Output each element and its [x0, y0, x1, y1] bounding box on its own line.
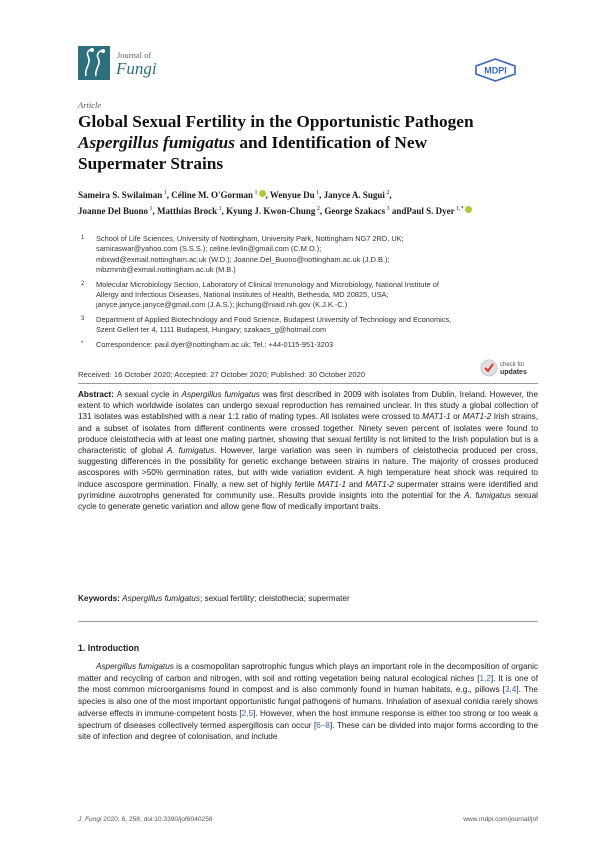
footer-journal-url[interactable]: www.mdpi.com/journal/jof — [463, 816, 538, 823]
abstract-label: Abstract: — [78, 390, 117, 399]
affiliation-3 — [96, 315, 536, 336]
orcid-icon[interactable] — [465, 206, 472, 213]
footer-journal: J. Fungi — [78, 816, 102, 823]
italic-term: Aspergillus fumigatus — [181, 390, 260, 399]
author[interactable] — [324, 190, 390, 200]
affiliation-line: Molecular Microbiology Section, Laboratory of Clinical Immunology and Microbiology, National Institute of — [96, 279, 439, 289]
author-separator: , — [221, 206, 227, 216]
citation-link[interactable]: 2,5 — [241, 708, 253, 718]
footer-citation — [78, 816, 213, 823]
italic-term: A. fumigatus — [166, 446, 215, 456]
author-affiliation-marker: 2 — [315, 206, 320, 212]
author-list — [78, 186, 478, 218]
affiliation-line: Department of Applied Biotechnology and Food Science, Budapest University of Technology and Economics, — [96, 314, 452, 324]
author[interactable] — [226, 206, 320, 216]
author[interactable] — [78, 190, 167, 200]
keywords-rest: ; sexual fertility; cleistothecia; supermater — [199, 594, 350, 603]
footer-citation-rest: 2020, 6, 258; doi:10.3390/jof6040258 — [101, 816, 213, 823]
author-affiliation-marker: 1 — [148, 206, 153, 212]
affiliation-line: mbzmmb@exmail.nottingham.ac.uk (M.B.) — [96, 265, 236, 275]
publication-dates: Received: 16 October 2020; Accepted: 27 October 2020; Published: 30 October 2020 — [78, 370, 366, 379]
citation-link[interactable]: 1,2 — [479, 673, 491, 683]
author-affiliation-marker: 3 — [385, 206, 390, 212]
affiliation-line: Allergy and Infectious Diseases, National Institutes of Health, Bethesda, MD 20825, USA; — [96, 290, 389, 299]
affiliation-line: School of Life Sciences, University of Nottingham, University Park, Nottingham NG7 2RD, UK; — [96, 234, 404, 243]
author-separator: and — [389, 206, 407, 216]
author[interactable] — [324, 206, 389, 216]
author-separator: , — [265, 190, 270, 200]
italic-term: MAT1-2 — [365, 479, 394, 489]
check-updates-line2: updates — [500, 369, 527, 376]
mdpi-logo-text: MDPI — [484, 65, 507, 76]
italic-term: Aspergillus fumigatus — [96, 662, 174, 671]
author-affiliation-marker: 1 — [314, 190, 320, 196]
orcid-icon[interactable] — [259, 190, 266, 197]
mdpi-logo-icon — [474, 58, 517, 82]
journal-logo-icon — [78, 46, 110, 80]
title-line-3: Supermater Strains — [78, 154, 224, 173]
author[interactable] — [157, 206, 222, 216]
author-separator: , — [389, 190, 392, 200]
affiliation-number: 2 — [81, 280, 85, 287]
italic-term: MAT1-1 — [317, 479, 347, 489]
check-for-updates-icon[interactable] — [480, 357, 530, 379]
affiliation-1 — [96, 234, 536, 276]
author-name[interactable]: Céline M. O'Gorman — [171, 190, 254, 200]
author-name[interactable]: George Szakacs — [324, 206, 386, 216]
italic-term: MAT1-2 — [462, 412, 492, 422]
divider-top — [78, 383, 538, 384]
affiliation-number: 3 — [81, 315, 85, 322]
author-name[interactable]: Sameira S. Swilaiman — [78, 190, 163, 200]
article-title — [78, 111, 538, 174]
title-species: Aspergillus fumigatus — [78, 133, 236, 152]
section-heading-introduction: 1. Introduction — [78, 643, 140, 653]
author[interactable] — [171, 190, 265, 200]
author-affiliation-marker: 2 — [384, 190, 390, 196]
affiliation-line: Correspondence: paul.dyer@nottingham.ac.uk; Tel.: +44-0115-951-3203 — [96, 339, 334, 349]
author-separator: , — [319, 190, 324, 200]
author[interactable] — [406, 206, 471, 216]
title-line-2 — [78, 132, 538, 153]
italic-term: A. fumigatus — [464, 490, 511, 500]
author-affiliation-marker: 1 — [217, 206, 222, 212]
author-affiliation-marker: 1 — [162, 190, 167, 196]
affiliation-4 — [96, 340, 536, 350]
author-name[interactable]: Kyung J. Kwon-Chung — [226, 206, 316, 216]
italic-term: MAT1-1 — [422, 412, 451, 422]
author[interactable] — [270, 190, 319, 200]
author-name[interactable]: Janyce A. Sugui — [323, 190, 385, 200]
author-separator: , — [152, 206, 158, 216]
affiliation-number: 1 — [81, 235, 85, 241]
keywords — [78, 594, 538, 603]
keywords-label: Keywords: — [78, 594, 120, 603]
affiliation-line: mbxwd@exmail.nottingham.ac.uk (W.D.); Joanne.Del_Buono@nottingham.ac.uk (J.D.B.); — [96, 254, 390, 264]
affiliation-line: janyce.janyce.janyce@gmail.com (J.A.S.); jkchung@niaid.nih.gov (K.J.K.-C.) — [96, 300, 348, 310]
journal-name-prefix: Journal of — [117, 50, 152, 60]
check-updates-line1: check for — [500, 362, 525, 368]
author-name[interactable]: Joanne Del Buono — [78, 206, 149, 216]
affiliation-2 — [96, 280, 536, 311]
article-type: Article — [78, 100, 102, 110]
author-separator: , — [319, 206, 325, 216]
affiliation-line: samiraswar@yahoo.com (S.S.S.); celine.levlin@gmail.com (C.M.O.); — [96, 244, 322, 254]
author-name[interactable]: Wenyue Du — [269, 190, 315, 200]
keyword-species: Aspergillus fumigatus — [122, 594, 200, 603]
author-name[interactable]: Paul S. Dyer — [406, 206, 455, 216]
citation-link[interactable]: 3,4 — [504, 685, 517, 695]
journal-name: Fungi — [116, 59, 157, 78]
divider-mid — [78, 621, 538, 622]
affiliation-number: * — [81, 340, 84, 347]
author-separator: , — [166, 190, 172, 200]
title-line-1: Global Sexual Fertility in the Opportunistic Pathogen — [78, 112, 474, 131]
author-name[interactable]: Matthias Brock — [157, 206, 218, 216]
citation-link[interactable]: 6–8 — [316, 720, 330, 730]
abstract: Abstract: A sexual cycle in Aspergillus fumigatus was first described in 2009 with isolates from Dublin, Ireland. However, the extent to which worldwide isolates can undergo sexual reproduction has remained unclear. In this study a global collection of 131 isolates was established with a near 1:1 ratio of mating types. All isolates were crossed to MAT1-1 or MAT1-2 Irish strains, and a subset of isolates from different continents were crossed together. Ninety seven percent of isolates were found to produce cleistothecia with at least one mating partner, showing that sexual fertility is not limited to the Irish population but is a characteristic of global A. fumigatus. However, large variation was seen in numbers of cleistothecia produced per cross, suggesting differences in the possibility for genetic exchange between strains in nature. The majority of crosses produced ascospores with >50% germination rates, but with wide variation evident. A high temperature heat shock was required to induce ascospore germination. Finally, a new set of highly fertile MAT1-1 and MAT1-2 supermater strains were identified and pyrimidine auxotrophs generated for community use. Results provide insights into the potential for the A. fumigatus sexual cycle to generate genetic variation and allow gene flow of medically important traits. — [78, 390, 539, 512]
title-line-2-rest: and Identification of New — [235, 133, 428, 152]
affiliation-line: Szent Gellert ter 4, 1111 Budapest, Hungary; szakacs_g@hotmail.com — [96, 325, 327, 335]
author-affiliation-marker: 1 — [253, 190, 258, 196]
author[interactable] — [78, 206, 153, 216]
author-affiliation-marker: 1,* — [454, 206, 464, 212]
introduction-paragraph: Aspergillus fumigatus is a cosmopolitan saprotrophic fungus which plays an important role in the decomposition of organic matter and recycling of carbon and nitrogen, with soil and rotting vegetation being natural ecological niches [1,2]. It is one of the most common microorganisms found in compost and is also commonly found in human habitats, e.g., pillows [3,4]. The species is also one of the most important opportunistic fungal pathogens of humans. Inhalation of asexual conidia rarely shows adverse effects in immune-competent hosts [2,5]. However, when the host immune response is either too strong or too weak a spectrum of diseases collectively termed aspergillosis can occur [6–8]. These can be divided into major forms according to the site of infection and degree of colonisation, and include — [78, 662, 539, 742]
